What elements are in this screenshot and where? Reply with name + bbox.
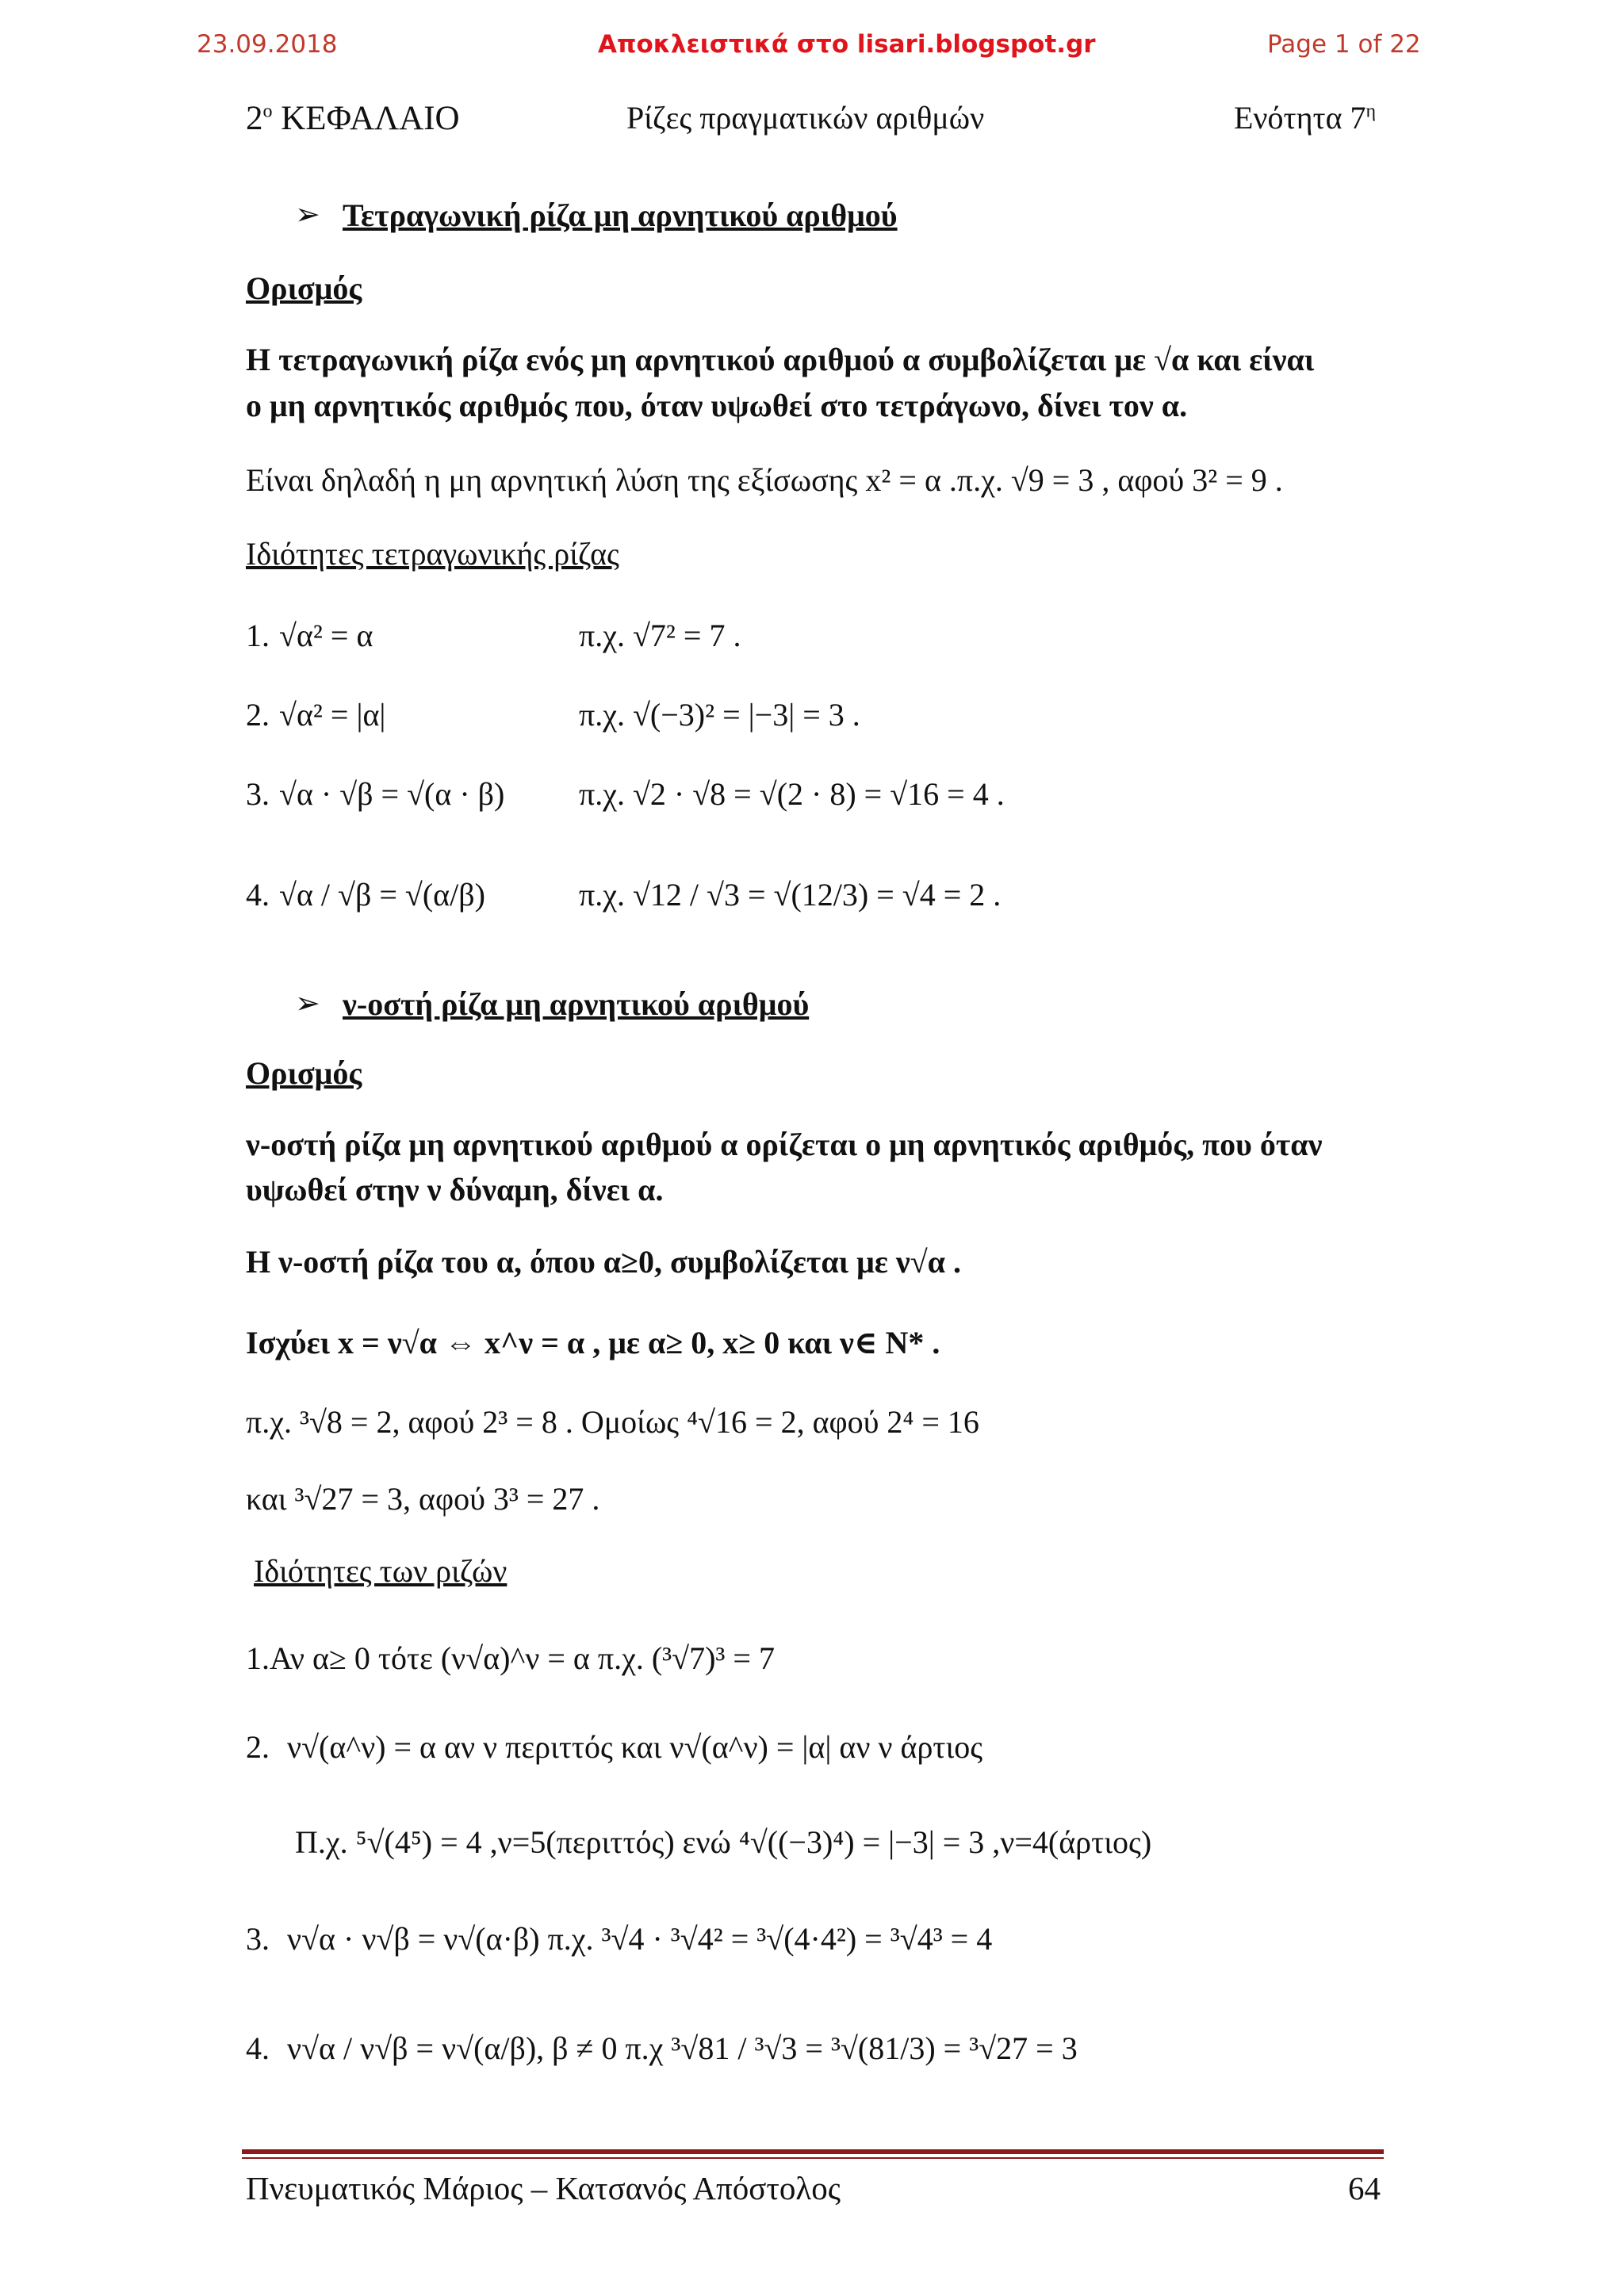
chapter-number: 2 bbox=[246, 100, 263, 137]
root-property-3: ν√α · ν√β = ν√(α·β) π.χ. ³√4 · ³√4² = ³√(4·4²) = ³√4³ = 4 bbox=[287, 1921, 993, 1957]
footer-rule-thin bbox=[242, 2157, 1384, 2159]
root-property-2-example: Π.χ. ⁵√(4⁵) = 4 ,ν=5(περιττός) ενώ ⁴√((−3)⁴) = |−3| = 3 ,ν=4(άρτιος) bbox=[295, 1824, 1152, 1860]
root-property-4: ν√α / ν√β = ν√(α/β), β ≠ 0 π.χ ³√81 / ³√3 = ³√(81/3) = ³√27 = 3 bbox=[287, 2030, 1078, 2066]
nth-root-definition-line-1: ν-οστή ρίζα μη αρνητικού αριθμού α ορίζεται ο μη αρνητικός αριθμός, που όταν bbox=[246, 1127, 1323, 1162]
date-label: 23.09.2018 bbox=[197, 30, 338, 59]
footer-page-number: 64 bbox=[1348, 2170, 1381, 2206]
arrow-bullet-icon: ➢ bbox=[295, 987, 320, 1020]
section-label bbox=[1234, 99, 1376, 136]
properties-title: Ιδιότητες τετραγωνικής ρίζας bbox=[246, 536, 619, 572]
section-superscript: η bbox=[1365, 101, 1377, 122]
definition-label: Ορισμός bbox=[246, 270, 362, 306]
footer-rule-thick bbox=[242, 2149, 1384, 2154]
nth-root-definition-line-2: υψωθεί στην ν δύναμη, δίνει α. bbox=[246, 1172, 664, 1207]
definition-line-1: Η τετραγωνική ρίζα ενός μη αρνητικού αριθμού α συμβολίζεται με √α και είναι bbox=[246, 342, 1315, 377]
root-property-4-number: 4. bbox=[246, 2030, 270, 2066]
arrow-bullet-icon: ➢ bbox=[295, 198, 320, 232]
root-property-3-number: 3. bbox=[246, 1921, 270, 1957]
sqrt-property-4-example: π.χ. √12 / √3 = √(12/3) = √4 = 2 . bbox=[579, 877, 1002, 913]
sqrt-property-1-number: 1. bbox=[246, 618, 270, 653]
chapter-superscript: ο bbox=[262, 101, 273, 122]
sqrt-property-2-formula: √α² = |α| bbox=[279, 697, 386, 733]
sqrt-property-1-formula: √α² = α bbox=[279, 618, 373, 653]
footer-authors: Πνευματικός Μάριος – Κατσανός Απόστολος bbox=[246, 2170, 841, 2206]
definition-line-2: ο μη αρνητικός αριθμός που, όταν υψωθεί στο τετράγωνο, δίνει τον α. bbox=[246, 388, 1188, 423]
sqrt-property-3-example: π.χ. √2 · √8 = √(2 · 8) = √16 = 4 . bbox=[579, 776, 1005, 812]
page-counter: Page 1 of 22 bbox=[1267, 30, 1421, 59]
chapter-word: ΚΕΦΑΛΑΙΟ bbox=[281, 100, 460, 137]
site-link[interactable]: Αποκλειστικά στο lisari.blogspot.gr bbox=[598, 30, 1096, 59]
sqrt-property-2-number: 2. bbox=[246, 697, 270, 733]
nth-root-example-line-1: π.χ. ³√8 = 2, αφού 2³ = 8 . Ομοίως ⁴√16 = 2, αφού 2⁴ = 16 bbox=[246, 1404, 979, 1440]
nth-root-equivalence-line: Ισχύει x = ν√α ⇔ x^ν = α , με α≥ 0, x≥ 0 και ν∈ N* . bbox=[246, 1325, 940, 1360]
explanation-line: Είναι δηλαδή η μη αρνητική λύση της εξίσωσης x² = α .π.χ. √9 = 3 , αφού 3² = 9 . bbox=[246, 462, 1283, 498]
sqrt-property-4-formula: √α / √β = √(α/β) bbox=[279, 877, 485, 913]
section2-heading: ν-οστή ρίζα μη αρνητικού αριθμού bbox=[343, 986, 810, 1022]
sqrt-property-2-example: π.χ. √(−3)² = |−3| = 3 . bbox=[579, 697, 860, 733]
sqrt-property-3-formula: √α · √β = √(α · β) bbox=[279, 776, 505, 812]
nth-root-symbol-line: Η ν-οστή ρίζα του α, όπου α≥0, συμβολίζεται με ν√α . bbox=[246, 1244, 961, 1280]
root-property-2: ν√(α^ν) = α αν ν περιττός και ν√(α^ν) = |α| αν ν άρτιος bbox=[287, 1729, 983, 1765]
section1-heading: Τετραγωνική ρίζα μη αρνητικού αριθμού bbox=[343, 197, 898, 233]
page-title: Ρίζες πραγματικών αριθμών bbox=[626, 100, 985, 136]
root-properties-title: Ιδιότητες των ριζών bbox=[254, 1553, 508, 1589]
sqrt-property-3-number: 3. bbox=[246, 776, 270, 812]
definition-label-2: Ορισμός bbox=[246, 1055, 362, 1091]
chapter-label bbox=[246, 99, 460, 138]
nth-root-example-line-2: και ³√27 = 3, αφού 3³ = 27 . bbox=[246, 1481, 600, 1517]
sqrt-property-1-example: π.χ. √7² = 7 . bbox=[579, 618, 741, 653]
root-property-1-number: 1. bbox=[246, 1640, 270, 1676]
root-property-2-number: 2. bbox=[246, 1729, 270, 1765]
sqrt-property-4-number: 4. bbox=[246, 877, 270, 913]
root-property-1: Αν α≥ 0 τότε (ν√α)^ν = α π.χ. (³√7)³ = 7 bbox=[270, 1640, 775, 1676]
section-text: Ενότητα 7 bbox=[1234, 100, 1366, 136]
